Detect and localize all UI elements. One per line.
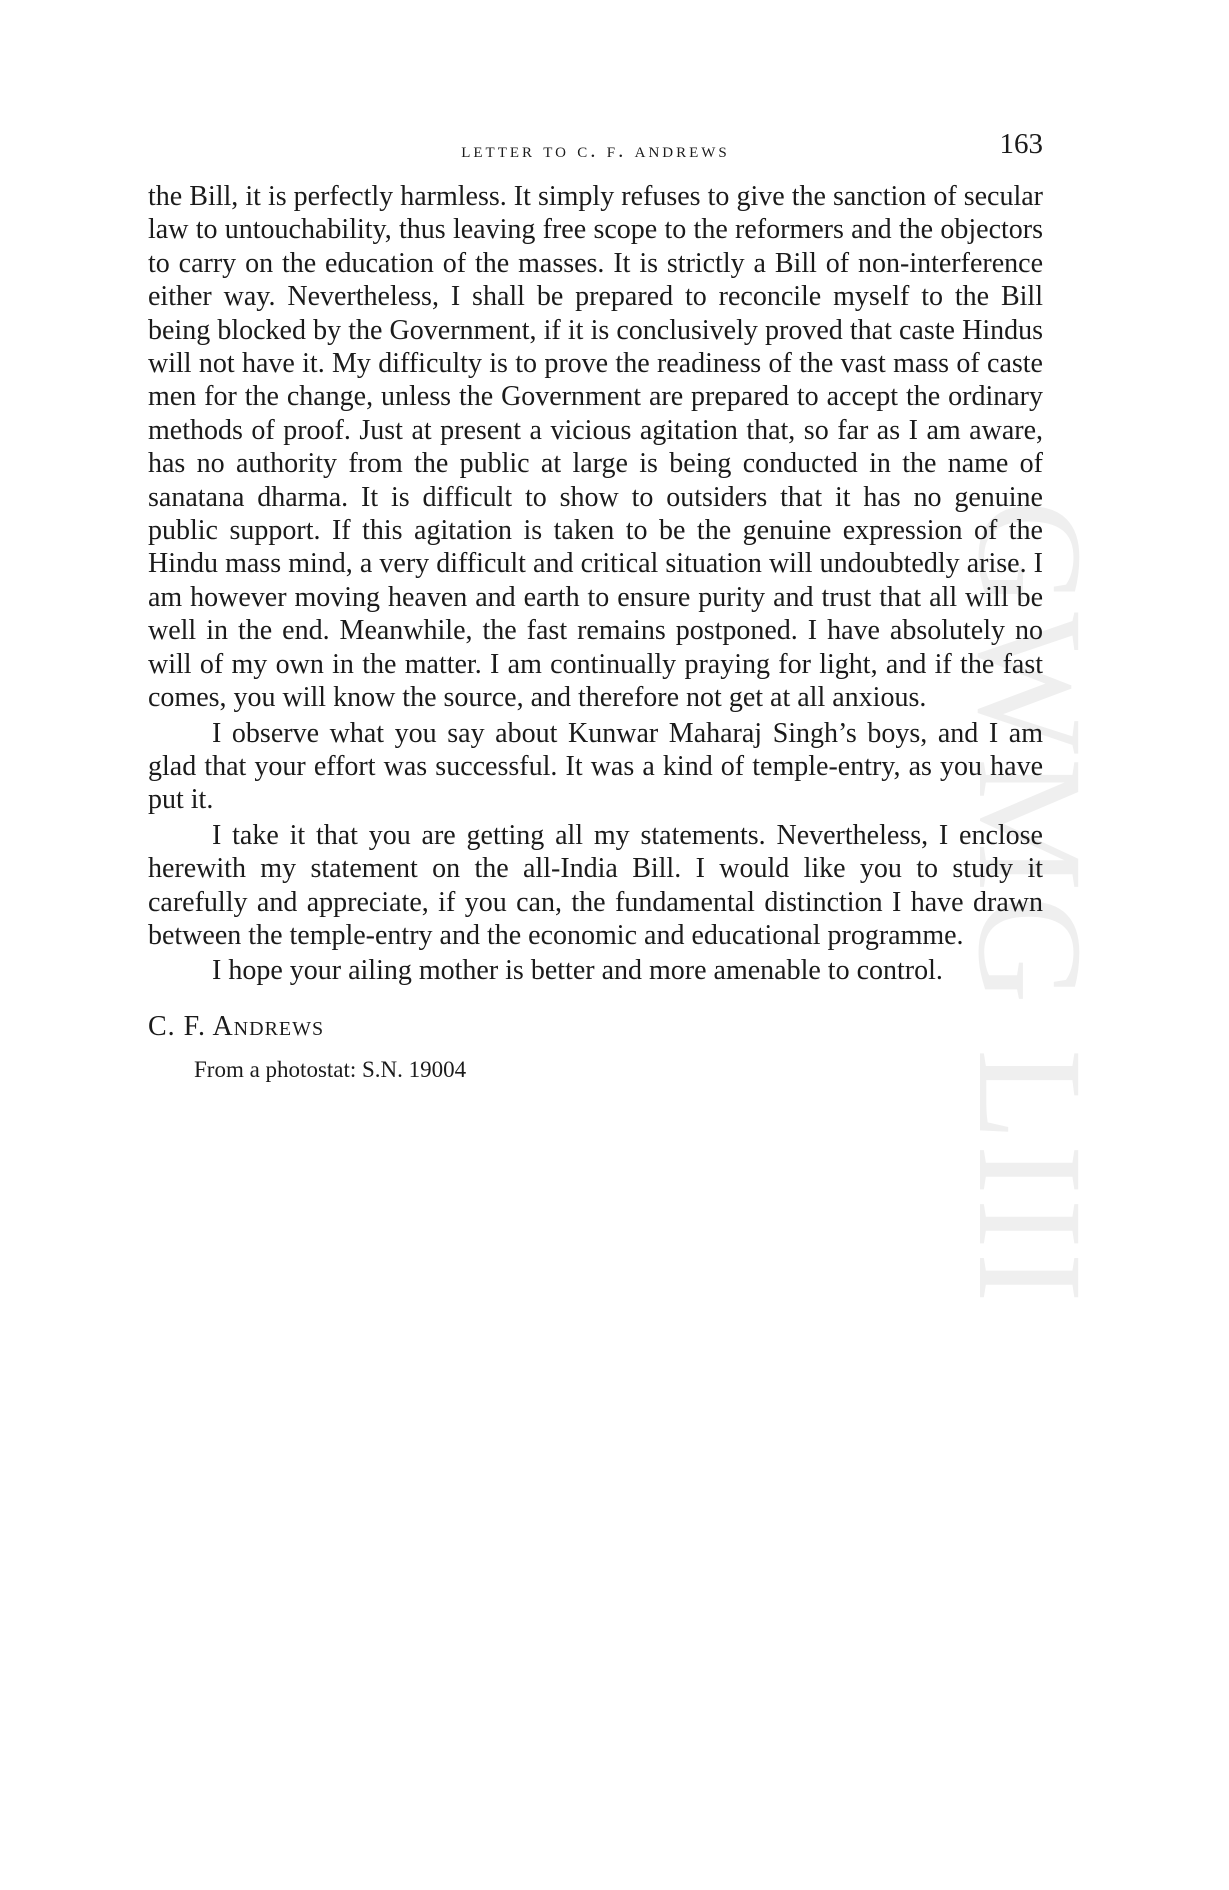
letter-body <box>148 180 1043 1087</box>
running-head: letter to c. f. andrews <box>461 138 730 162</box>
paragraph-2: I observe what you say about Kunwar Maharaj Singh’s boys, and I am glad that your effort was successful. It was a kind of temple-entry, as you have put it. <box>148 717 1043 816</box>
addressee-name: C. F. Andrews <box>148 1010 325 1042</box>
page-header <box>148 128 1043 168</box>
source-note: From a photostat: S.N. 19004 <box>194 1057 467 1083</box>
paragraph-1: the Bill, it is perfectly harmless. It simply refuses to give the sanction of secular law to untouchability, thus leaving free scope to the reformers and the objectors to carry on the education of the masses. It is strictly a Bill of non-interference either way. Nevertheless, I shall be prepared to reconcile myself to the Bill being blocked by the Government, if it is conclusively proved that caste Hindus will not have it. My difficulty is to prove the readiness of the vast mass of caste men for the change, unless the Government are prepared to accept the ordinary methods of proof. Just at present a vicious agitation that, so far as I am aware, has no authority from the public at large is being conducted in the name of sanatana dharma. It is difficult to show to outsiders that it has no genuine public support. If this agitation is taken to be the genuine expression of the Hindu mass mind, a very difficult and critical situation will undoubtedly arise. I am however moving heaven and earth to ensure purity and trust that all will be well in the end. Meanwhile, the fast remains postponed. I have absolutely no will of my own in the matter. I am continually praying for light, and if the fast comes, you will know the source, and therefore not get at all anxious. <box>148 181 1043 714</box>
addressee <box>148 1010 1043 1043</box>
paragraph-4: I hope your ailing mother is better and more amenable to control. <box>212 955 943 987</box>
page-number: 163 <box>999 128 1043 160</box>
paragraph-3: I take it that you are getting all my statements. Nevertheless, I enclose herewith my statement on the all-India Bill. I would like you to study it carefully and appreciate, if you can, the fundamental distinction I have drawn between the temple-entry and the economic and educational programme. <box>148 819 1043 951</box>
watermark-text: GWMG LIII <box>947 500 1113 1307</box>
